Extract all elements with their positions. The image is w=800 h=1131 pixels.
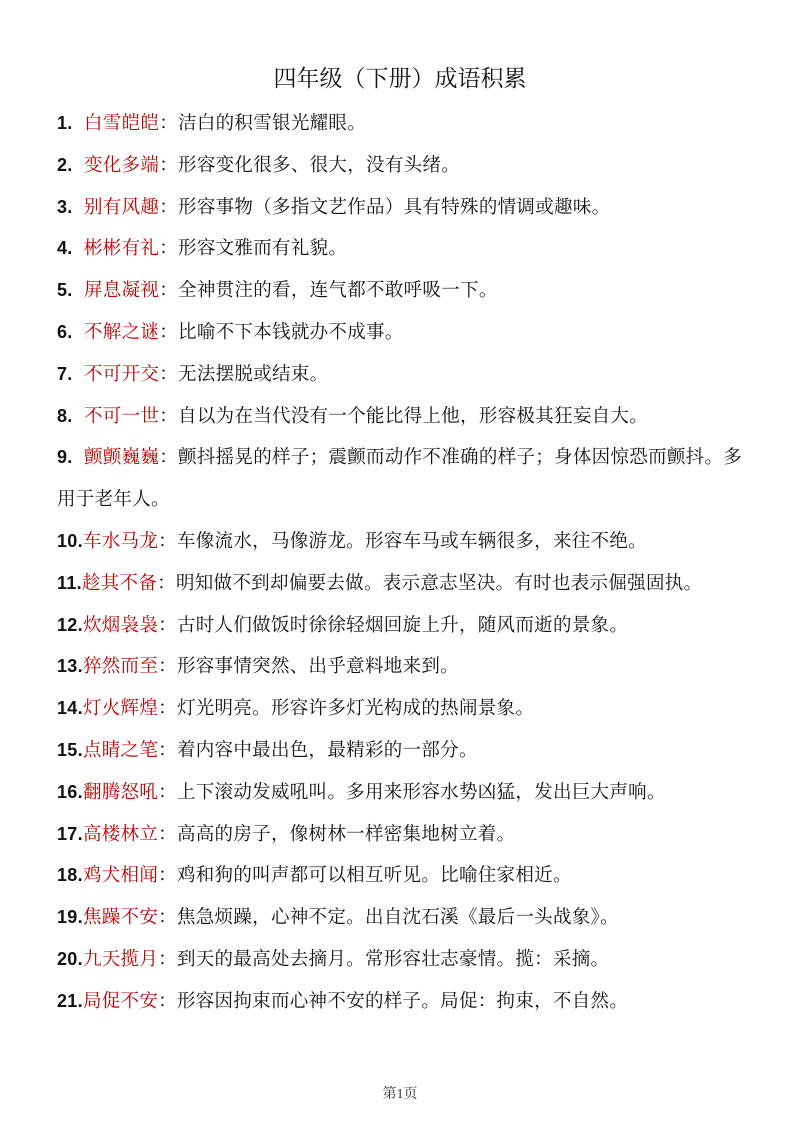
list-item: [57, 855, 747, 897]
idiom-definition: 形容因拘束而心神不安的样子。局促：拘束，不自然。: [176, 990, 629, 1012]
item-number: 12.: [57, 614, 83, 635]
colon: ：: [158, 656, 177, 678]
list-item: [57, 145, 747, 187]
idiom-definition: 洁白的积雪银光耀眼。: [178, 113, 367, 134]
idiom-list: [57, 103, 747, 1023]
idiom-definition: 形容事情突然、出乎意料地来到。: [176, 656, 459, 678]
colon: ：: [159, 363, 179, 385]
idiom-term: 彬彬有礼: [84, 238, 160, 260]
idiom-term: 变化多端: [84, 154, 160, 176]
idiom-definition: 焦急烦躁，心神不定。出自沈石溪《最后一头战象》。: [176, 907, 619, 929]
colon: ：: [158, 698, 177, 720]
item-number: 17.: [57, 823, 83, 844]
item-number: 19.: [57, 907, 83, 928]
item-number: 15.: [57, 739, 83, 760]
list-item: [57, 563, 747, 605]
idiom-definition: 古时人们做饭时徐徐轻烟回旋上升，随风而逝的景象。: [176, 614, 629, 636]
idiom-definition: 上下滚动发威吼叫。多用来形容水势凶猛，发出巨大声响。: [176, 781, 666, 803]
idiom-definition: 比喻不下本钱就办不成事。: [178, 321, 404, 343]
list-item: [57, 772, 747, 814]
list-item: [57, 270, 747, 312]
item-number: 10.: [57, 530, 83, 551]
item-number: 14.: [57, 698, 83, 719]
item-number: 6.: [57, 321, 73, 342]
idiom-definition: 高高的房子，像树林一样密集地树立着。: [176, 823, 516, 845]
list-item: [57, 646, 747, 688]
idiom-definition: 形容文雅而有礼貌。: [178, 238, 348, 260]
item-number: 5.: [57, 280, 73, 301]
idiom-term: 高楼林立: [82, 823, 159, 845]
idiom-term: 鸡犬相闻: [82, 865, 159, 887]
idiom-term: 别有风趣: [84, 196, 160, 218]
idiom-term: 颤颤巍巍: [84, 447, 160, 469]
idiom-term: 不解之谜: [84, 321, 160, 343]
idiom-definition: 车像流水，马像游龙。形容车马或车辆很多，来往不绝。: [176, 530, 647, 552]
idiom-definition: 明知做不到却偏要去做。表示意志坚决。有时也表示倔强固执。: [175, 572, 703, 594]
item-number: 2.: [57, 154, 73, 175]
list-item: [57, 228, 747, 270]
list-item: [57, 897, 747, 939]
idiom-definition: 无法摆脱或结束。: [178, 363, 329, 385]
idiom-term: 炊烟袅袅: [82, 614, 159, 636]
item-number: 9.: [57, 447, 73, 468]
colon: ：: [158, 530, 177, 552]
list-item: [57, 730, 747, 772]
item-number: 4.: [57, 238, 73, 259]
colon: ：: [158, 614, 177, 636]
colon: ：: [159, 196, 179, 218]
idiom-definition: 形容事物（多指文艺作品）具有特殊的情调或趣味。: [178, 196, 611, 218]
item-number: 21.: [57, 990, 83, 1011]
item-number: 3.: [57, 196, 73, 217]
idiom-definition: 全神贯注的看，连气都不敢呼吸一下。: [178, 280, 498, 302]
idiom-term: 不可开交: [84, 363, 160, 385]
item-number: 13.: [57, 656, 83, 677]
list-item: [57, 312, 747, 354]
list-item: [57, 396, 747, 438]
colon: ：: [159, 154, 179, 176]
idiom-term: 焦躁不安: [82, 907, 159, 929]
idiom-term: 点睛之笔: [82, 739, 159, 761]
list-item: [57, 354, 747, 396]
item-number: 16.: [57, 781, 83, 802]
idiom-definition: 颤抖摇晃的样子；震颤而动作不准确的样子；身体因惊恐而颤抖。多用于老年人。: [57, 447, 743, 511]
page-title: 四年级（下册）成语积累: [273, 66, 527, 92]
item-number: 7.: [57, 363, 73, 384]
list-item: [57, 521, 747, 563]
colon: ：: [157, 572, 176, 594]
colon: ：: [158, 948, 177, 970]
colon: ：: [159, 238, 179, 260]
list-item: [57, 981, 747, 1023]
colon: ：: [158, 865, 177, 887]
idiom-term: 灯火辉煌: [82, 698, 159, 720]
idiom-term: 趁其不备: [81, 572, 158, 594]
idiom-term: 翻腾怒吼: [82, 781, 159, 803]
item-number: 18.: [57, 865, 83, 886]
list-item: [57, 437, 747, 521]
idiom-term: 猝然而至: [82, 656, 159, 678]
list-item: [57, 814, 747, 856]
item-number: 11.: [57, 572, 82, 593]
item-number: 20.: [57, 948, 83, 969]
colon: ：: [159, 113, 179, 134]
item-number: 1.: [57, 113, 73, 133]
colon: ：: [159, 405, 179, 427]
list-item: [57, 939, 747, 981]
idiom-definition: 灯光明亮。形容许多灯光构成的热闹景象。: [176, 698, 535, 720]
item-number: 8.: [57, 405, 73, 426]
idiom-definition: 着内容中最出色，最精彩的一部分。: [176, 739, 478, 761]
idiom-definition: 自以为在当代没有一个能比得上他，形容极其狂妄自大。: [178, 405, 649, 427]
colon: ：: [159, 447, 179, 469]
colon: ：: [158, 739, 177, 761]
list-item: [57, 187, 747, 229]
colon: ：: [158, 781, 177, 803]
idiom-term: 车水马龙: [82, 530, 159, 552]
idiom-term: 不可一世: [84, 405, 160, 427]
idiom-term: 白雪皑皑: [84, 113, 160, 134]
list-item: [57, 605, 747, 647]
idiom-definition: 到天的最高处去摘月。常形容壮志豪情。揽：采摘。: [176, 948, 610, 970]
idiom-term: 九天揽月: [82, 948, 159, 970]
colon: ：: [158, 823, 177, 845]
idiom-definition: 形容变化很多、很大，没有头绪。: [178, 154, 461, 176]
colon: ：: [159, 321, 179, 343]
colon: ：: [158, 907, 177, 929]
list-item: [57, 688, 747, 730]
colon: ：: [158, 990, 177, 1012]
idiom-definition: 鸡和狗的叫声都可以相互听见。比喻住家相近。: [176, 865, 572, 887]
idiom-term: 局促不安: [82, 990, 159, 1012]
idiom-term: 屏息凝视: [84, 280, 160, 302]
page-number: 第1页: [382, 1087, 418, 1102]
colon: ：: [159, 280, 179, 302]
list-item: [57, 103, 747, 145]
